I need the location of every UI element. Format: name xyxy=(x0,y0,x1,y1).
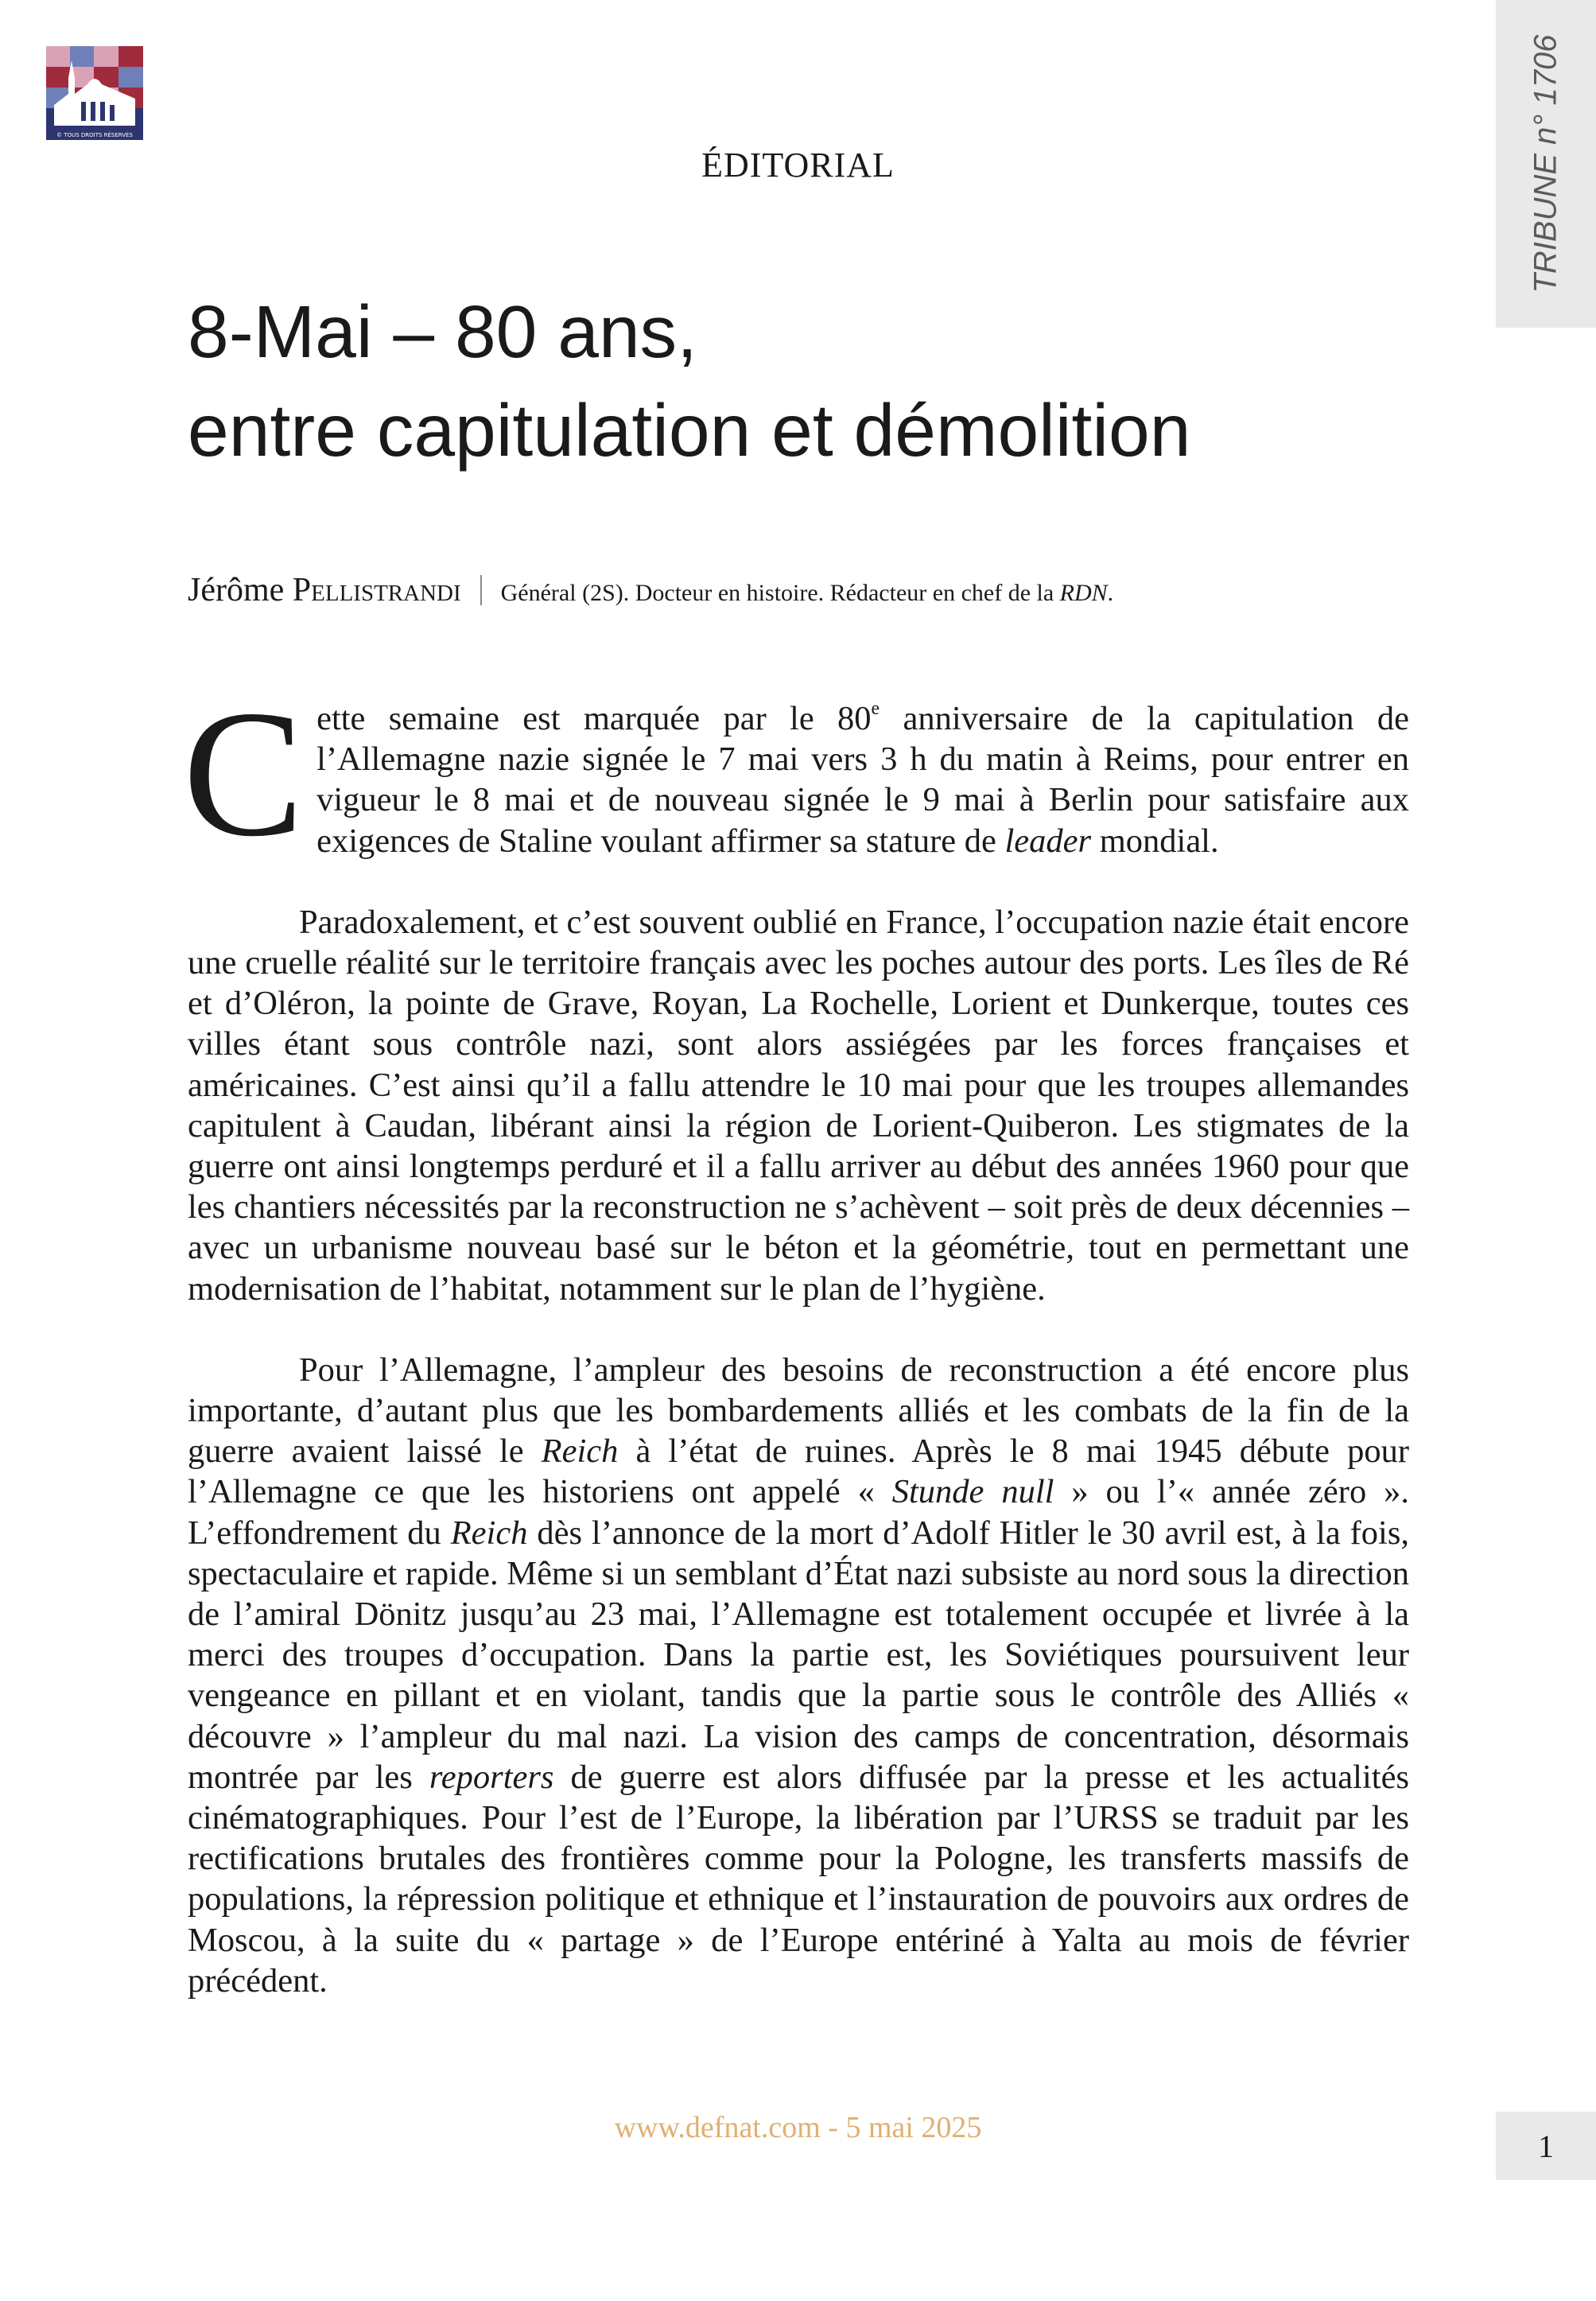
byline-divider xyxy=(480,575,482,605)
logo-caption: © TOUS DROITS RÉSERVÉS xyxy=(56,132,133,138)
author-first-name: Jérôme xyxy=(188,572,285,608)
site-logo xyxy=(46,46,143,140)
article-title xyxy=(188,282,1428,480)
paragraph-3: Pour l’Allemagne, l’ampleur des besoins de reconstruction a été encore plus importante, d’autant plus que les bombardements alliés et les combats de la fin de la guerre avaient laissé le Reich à l’état de ruines. Après le 8 mai 1945 débute pour l’Allemagne ce que les historiens ont appelé « Stunde null » ou l’« année zéro ». L’effondrement du Reich dès l’annonce de la mort d’Adolf Hitler le 30 avril est, à la fois, spectaculaire et rapide. Même si un semblant d’État nazi subsiste au nord sous la direction de l’amiral Dönitz jusqu’au 23 mai, l’Allemagne est totalement occupée et livrée à la merci des troupes d’occupation. Dans la partie est, les Soviétiques poursuivent leur vengeance en pillant et en violant, tandis que la partie sous le contrôle des Alliés « découvre » l’ampleur du mal nazi. La vision des camps de concentration, désormais montrée par les reporters de guerre est alors diffusée par la presse et les actualités cinématographiques. Pour l’est de l’Europe, la libération par l’URSS se traduit par les rectifications brutales des frontières comme pour la Pologne, les transferts massifs de populations, la répression politique et ethnique et l’instauration de pouvoirs aux ordres de Moscou, à la suite du « partage » de l’Europe entériné à Yalta au mois de février précédent. xyxy=(188,1351,1410,2000)
article-body xyxy=(183,674,1410,2042)
logo-graphic xyxy=(46,46,143,140)
paragraph-2: Paradoxalement, et c’est souvent oublié en France, l’occupation nazie était encore une cruelle réalité sur le territoire français avec les poches autour des ports. Les îles de Ré et d’Oléron, la pointe de Grave, Royan, La Rochelle, Lorient et Dunkerque, toutes ces villes étant sous contrôle nazi, sont alors assiégées par les forces françaises et américaines. C’est ainsi qu’il a fallu attendre le 10 mai pour que les troupes allemandes capitulent à Caudan, libérant ainsi la région de Lorient-Quiberon. Les stigmates de la guerre ont ainsi longtemps perduré et il a fallu arriver au début des années 1960 pour que les chantiers nécessités par la reconstruction ne s’achèvent – soit près de deux décennies – avec un urbanisme nouveau basé sur le béton et la géométrie, tout en permettant une modernisation de l’habitat, notamment sur le plan de l’hygiène. xyxy=(188,903,1409,1308)
footer-url-date: www.defnat.com - 5 mai 2025 xyxy=(614,2111,982,2144)
author-description: Général (2S). Docteur en histoire. Rédacteur en chef de la RDN. xyxy=(500,580,1114,606)
author-name xyxy=(188,571,461,609)
tribune-label: TRIBUNE n° 1706 xyxy=(1528,34,1563,293)
title-line-2: entre capitulation et démolition xyxy=(188,389,1191,472)
byline xyxy=(188,570,1428,609)
paragraph-1: Cette semaine est marquée par le 80e anniversaire de la capitulation de l’Allemagne nazie signée le 7 mai vers 3 h du matin à Reims, pour entrer en vigueur le 8 mai et de nouveau signée le 9 mai à Berlin pour satisfaire aux exigences de Staline voulant affirmer sa stature de leader mondial. xyxy=(183,674,1409,874)
section-label: ÉDITORIAL xyxy=(701,146,895,185)
drop-cap: C xyxy=(183,674,305,874)
page-number: 1 xyxy=(1496,2112,1596,2180)
author-surname: Pellistrandi xyxy=(292,572,461,608)
title-line-1: 8-Mai – 80 ans, xyxy=(188,290,698,373)
